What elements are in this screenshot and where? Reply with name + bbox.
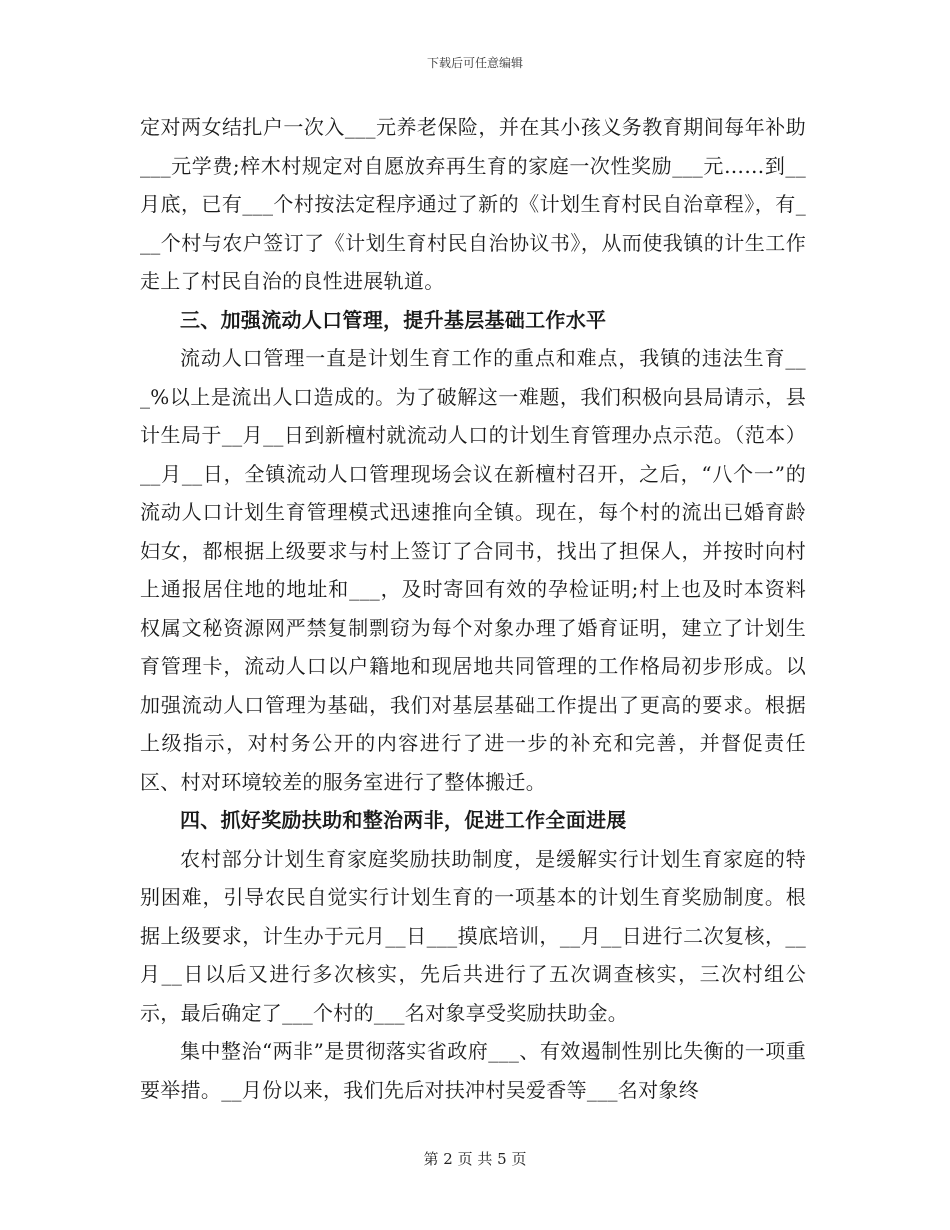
paragraph-floating-population: 流动人口管理一直是计划生育工作的重点和难点，我镇的违法生育___%以上是流出人口造成的。为了破解这一难题，我们积极向县局请示，县计生局于__月__日到新檀村就流动人口的计划生育管理办点示范。（范本）__月__日，全镇流动人口管理现场会议在新檀村召开，之后，“八个一”的流动人口计划生育管理模式迅速推向全镇。现在，每个村的流出已婚育龄妇女，都根据上级要求与村上签订了合同书，找出了担保人，并按时向村上通报居住地的地址和___，及时寄回有效的孕检证明;村上也及时本资料权属文秘资源网严禁复制剽窃为每个对象办理了婚育证明，建立了计划生育管理卡，流动人口以户籍地和现居地共同管理的工作格局初步形成。以加强流动人口管理为基础，我们对基层基础工作提出了更高的要求。根据上级指示，对村务公开的内容进行了进一步的补充和完善，并督促责任区、村对环境较差的服务室进行了整体搬迁。 — [140, 346, 806, 794]
section-heading-three: 三、加强流动人口管理，提升基层基础工作水平 — [180, 307, 607, 332]
paragraph-reward-support: 农村部分计划生育家庭奖励扶助制度，是缓解实行计划生育家庭的特别困难，引导农民自觉实行计划生育的一项基本的计划生育奖励制度。根据上级要求，计生办于元月__日___摸底培训，__月__日进行二次复核，__月__日以后又进行多次核实，先后共进行了五次调查核实，三次村组公示，最后确定了___个村的___名对象享受奖励扶助金。 — [140, 846, 806, 1025]
section-heading-four: 四、抓好奖励扶助和整治两非，促进工作全面进展 — [180, 808, 627, 832]
page-header-note: 下载后可任意编辑 — [426, 56, 523, 70]
document-body — [140, 108, 806, 1109]
page-number: 第 2 页 共 5 页 — [423, 1150, 527, 1168]
paragraph-two-illegal-rectification: 集中整治“两非”是贯彻落实省政府___、有效遏制性别比失衡的一项重要举措。__月份以来，我们先后对扶冲村吴爱香等___名对象终 — [140, 1039, 806, 1102]
paragraph-continuation: 定对两女结扎户一次入___元养老保险，并在其小孩义务教育期间每年补助___元学费;梓木村规定对自愿放弃再生育的家庭一次性奖励___元……到__月底，已有___个村按法定程序通过了新的《计划生育村民自治章程》，有___个村与农户签订了《计划生育村民自治协议书》，从而使我镇的计生工作走上了村民自治的良性进展轨道。 — [140, 115, 806, 293]
